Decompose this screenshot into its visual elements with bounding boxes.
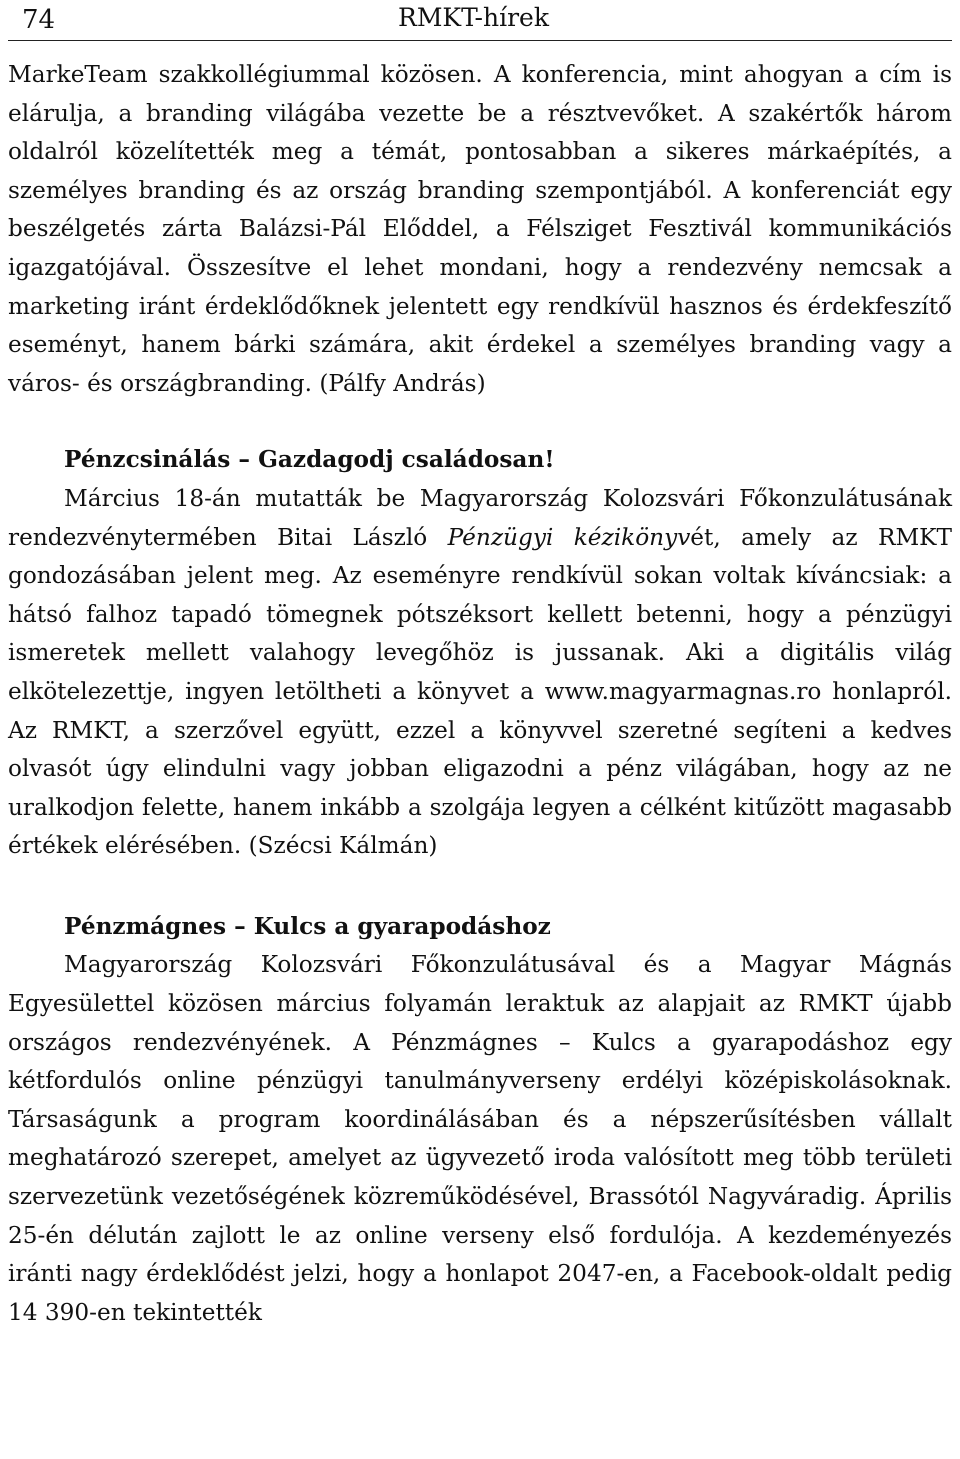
intro-paragraph: MarkeTeam szakkollégiummal közösen. A konferencia, mint ahogyan a cím is elárulja, a branding világába vezette be a résztvevőket. A szakértők három oldalról közelítették meg a témát, pontosabban a sikeres márkaépítés, a személyes branding és az ország branding szempontjából. A konferenciát egy beszélgetés zárta Balázsi-Pál Előddel, a Félsziget Fesztivál kommunikációs igazgatójával. Összesítve el lehet mondani, hogy a rendezvény nemcsak a marketing iránt érdeklődőknek jelentett egy rendkívül hasznos és érdekfeszítő eseményt, hanem bárki számára, akit érdekel a személyes branding vagy a város- és országbranding. (Pálfy András) — [8, 61, 952, 397]
section-paragraph-penzcsinalas — [8, 480, 952, 866]
article-body — [8, 56, 952, 1332]
paragraph-text: Március 18-án mutatták be Magyarország Kolozsvári Főkonzulátusának rendezvénytermében Bitai László — [8, 484, 952, 551]
page-number: 74 — [22, 5, 56, 35]
book-title: Pénzügyi kézikönyv — [447, 523, 691, 551]
running-title: RMKT-hírek — [398, 3, 549, 32]
page-header — [8, 0, 952, 41]
section-title-penzmagnes: Pénzmágnes – Kulcs a gyarapodáshoz — [64, 912, 551, 940]
section-title-penzcsinalas: Pénzcsinálás – Gazdagodj családosan! — [64, 446, 555, 474]
paragraph-text: ét, amely az RMKT gondozásában jelent meg. Az eseményre rendkívül sokan voltak kíváncsiak: a hátsó falhoz tapadó tömegnek pótszéksort kellett betenni, hogy a pénzügyi ismeretek mellett valahogy levegőhöz is jussanak. Aki a digitális világ elkötelezettje, ingyen letöltheti a könyvet a www.magyarmagnas.ro honlapról. Az RMKT, a szerzővel együtt, ezzel a könyvvel szeretné segíteni a kedves olvasót úgy elindulni vagy jobban eligazodni a pénz világában, hogy az ne uralkodjon felette, hanem inkább a szolgája legyen a célként kitűzött magasabb értékek elérésében. (Szécsi Kálmán) — [8, 523, 952, 860]
section-paragraph-penzmagnes: Magyarország Kolozsvári Főkonzulátusával és a Magyar Mágnás Egyesülettel közösen március folyamán leraktuk az alapjait az RMKT újabb országos rendezvényének. A Pénzmágnes – Kulcs a gyarapodáshoz egy kétfordulós online pénzügyi tanulmányverseny erdélyi középiskolásoknak. Társaságunk a program koordinálásában és a népszerűsítésben vállalt meghatározó szerepet, amelyet az ügyvezető iroda valósított meg több területi szervezetünk vezetőségének közreműködésével, Brassótól Nagyváradig. Április 25-én délután zajlott le az online verseny első fordulója. A kezdeményezés iránti nagy érdeklődést jelzi, hogy a honlapot 2047-en, a Facebook-oldalt pedig 14 390-en tekintették — [8, 951, 952, 1326]
section-spacer — [8, 403, 952, 441]
section-spacer — [8, 866, 952, 908]
